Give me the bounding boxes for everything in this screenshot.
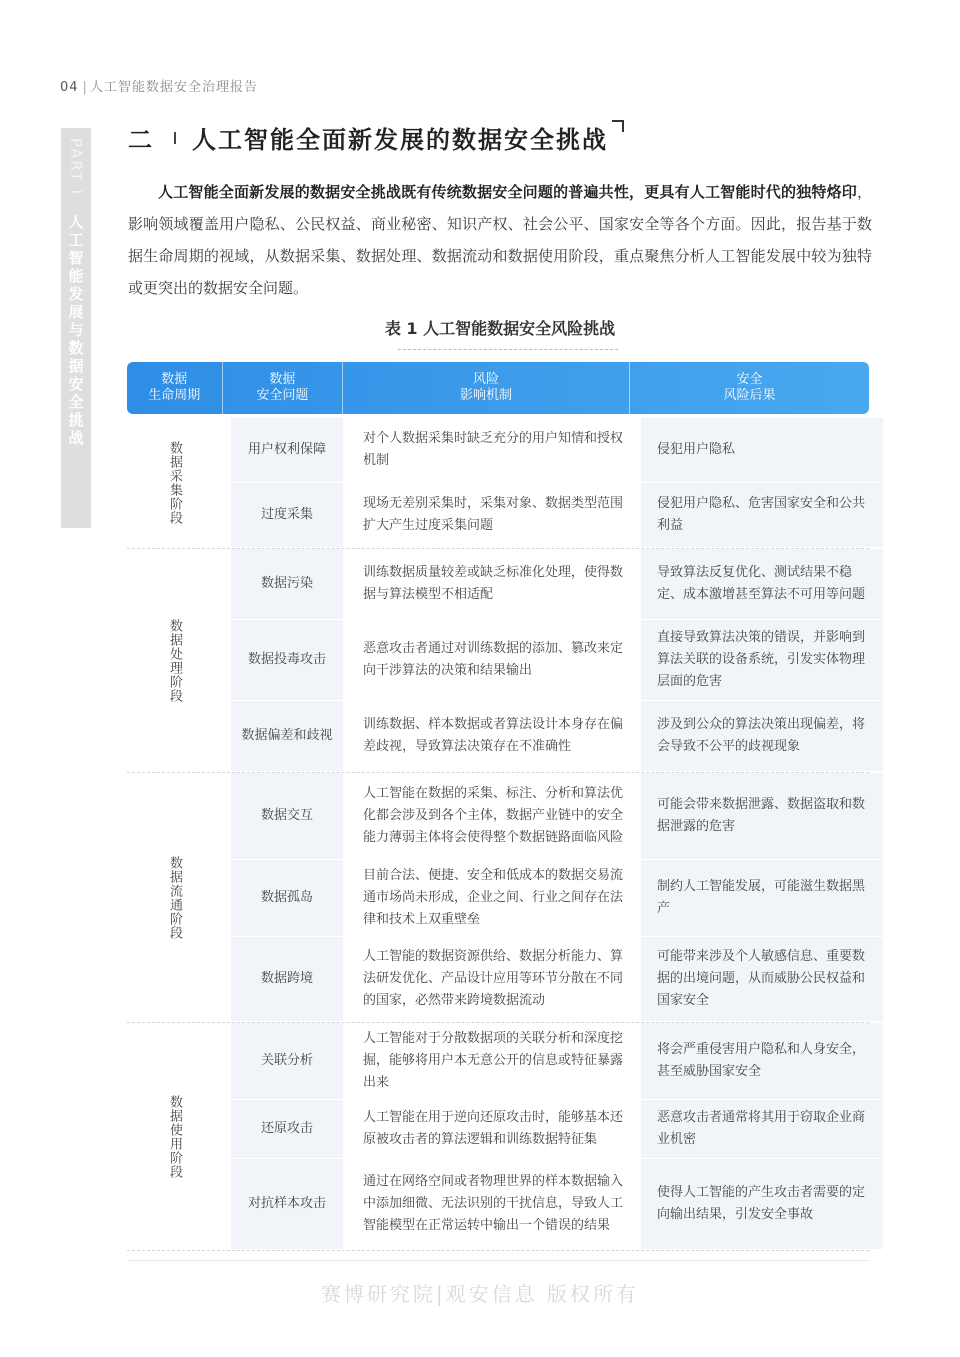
section-title: 人工智能全面新发展的数据安全挑战 [192,126,608,154]
table-row [222,620,883,701]
issue-cell: 数据孤岛 [231,860,343,937]
intro-body-text: ，影响领域覆盖用户隐私、公民权益、商业秘密、知识产权、社会公平、国家安全等各个方面。因此，报告基于数据生命周期的视域，从数据采集、数据处理、数据流动和数据使用阶段，重点聚焦分析人工智能发展中较为独特或更突出的数据安全问题。 [128,183,872,297]
issue-cell: 数据跨境 [231,937,343,1022]
consequence-cell: 制约人工智能发展，可能滋生数据黑产 [641,860,883,937]
issue-cell: 数据投毒攻击 [231,620,343,701]
stage-cell [127,773,222,1022]
part-label: PART I [67,138,85,197]
header-mechanism: 风险 影响机制 [343,362,630,414]
issue-cell: 数据污染 [231,549,343,620]
table-group [127,1023,869,1251]
issue-cell: 对抗样本攻击 [231,1159,343,1250]
table-row [222,483,883,548]
corner-bracket-icon [612,120,624,132]
header-consequence: 安全 风险后果 [723,372,776,403]
mechanism-cell: 目前合法、便捷、安全和低成本的数据交易流通市场尚未形成，企业之间、行业之间存在法律和技术上双重壁垒 [363,868,624,927]
table-row [222,701,883,772]
issue-cell: 过度采集 [231,483,343,548]
mechanism-cell: 训练数据、样本数据或者算法设计本身存在偏差歧视，导致算法决策存在不准确性 [363,717,624,754]
stage-label: 数据处理阶段 [167,618,182,703]
footer-divider [127,1260,869,1261]
table-caption: 表 1 人工智能数据安全风险挑战 [384,319,616,338]
mechanism-cell: 人工智能的数据资源供给、数据分析能力、算法研发优化、产品设计应用等环节分散在不同的国家，必然带来跨境数据流动 [363,949,624,1008]
issue-cell: 关联分析 [231,1023,343,1100]
stage-label: 数据采集阶段 [167,441,182,525]
table-row [222,1023,883,1100]
mechanism-cell: 训练数据质量较差或缺乏标准化处理，使得数据与算法模型不相适配 [363,565,624,602]
table-row [222,1159,883,1250]
consequence-cell: 导致算法反复优化、测试结果不稳定、成本激增甚至算法不可用等问题 [641,549,883,620]
section-heading [128,120,624,155]
header-issue: 数据 安全问题 [223,362,344,414]
issue-cell: 数据偏差和歧视 [231,701,343,772]
mechanism-cell: 恶意攻击者通过对训练数据的添加、篡改来定向干涉算法的决策和结果输出 [363,641,624,678]
caption-underline [398,349,618,350]
table-row [222,937,883,1022]
table-header [127,362,869,414]
table-row [222,773,883,860]
consequence-cell: 将会严重侵害用户隐私和人身安全，甚至威胁国家安全 [641,1023,883,1100]
intro-paragraph [128,176,872,304]
consequence-cell: 可能会带来数据泄露、数据盗取和数据泄露的危害 [641,773,883,860]
table-row [222,418,883,483]
stage-label: 数据使用阶段 [167,1094,182,1179]
intro-bold-text: 人工智能全面新发展的数据安全挑战既有传统数据安全问题的普遍共性，更具有人工智能时代的独特烙印 [158,183,857,201]
consequence-cell: 涉及到公众的算法决策出现偏差，将会导致不公平的歧视现象 [641,701,883,772]
page-number: 04 [60,80,79,95]
consequence-cell: 可能带来涉及个人敏感信息、重要数据的出境问题，从而威胁公民权益和国家安全 [641,937,883,1022]
stage-label: 数据流通阶段 [167,855,182,940]
chapter-side-tab [61,128,91,528]
chapter-label: 人工智能发展与数据安全挑战 [66,214,85,449]
consequence-cell: 直接导致算法决策的错误，并影响到算法关联的设备系统，引发实体物理层面的危害 [641,620,883,701]
table-body [127,418,869,1251]
table-group [127,418,869,549]
section-number: 二 [128,126,154,154]
stage-cell [127,418,222,548]
report-title: 人工智能数据安全治理报告 [89,80,258,95]
stage-cell [127,549,222,772]
issue-cell: 用户权利保障 [231,418,343,483]
page-header: 04 | 人工智能数据安全治理报告 [60,80,258,95]
mechanism-cell: 人工智能在数据的采集、标注、分析和算法优化都会涉及到各个主体，数据产业链中的安全能力薄弱主体将会使得整个数据链路面临风险 [363,786,624,845]
consequence-cell: 恶意攻击者通常将其用于窃取企业商业机密 [641,1100,883,1159]
table-group [127,549,869,773]
table-row [222,1100,883,1159]
consequence-cell: 侵犯用户隐私、危害国家安全和公共利益 [641,483,883,548]
mechanism-cell: 人工智能在用于逆向还原攻击时，能够基本还原被攻击者的算法逻辑和训练数据特征集 [363,1110,624,1147]
mechanism-cell: 现场无差别采集时，采集对象、数据类型范围扩大产生过度采集问题 [363,496,624,533]
consequence-cell: 使得人工智能的产生攻击者需要的定向输出结果，引发安全事故 [641,1159,883,1250]
mechanism-cell: 人工智能对于分散数据项的关联分析和深度挖掘，能够将用户本无意公开的信息或特征暴露出来 [363,1031,624,1090]
issue-cell: 还原攻击 [231,1100,343,1159]
issue-cell: 数据交互 [231,773,343,860]
table-group [127,773,869,1023]
header-lifecycle: 数据 生命周期 [127,362,223,414]
heading-separator [174,132,176,144]
consequence-cell: 侵犯用户隐私 [641,418,883,483]
table-row [222,860,883,937]
mechanism-cell: 对个人数据采集时缺乏充分的用户知情和授权机制 [363,431,624,468]
footer-copyright: 赛博研究院|观安信息 版权所有 [320,1282,640,1306]
stage-cell [127,1023,222,1250]
table-row [222,549,883,620]
mechanism-cell: 通过在网络空间或者物理世界的样本数据输入中添加细微、无法识别的干扰信息，导致人工智能模型在正常运转中输出一个错误的结果 [363,1174,624,1233]
